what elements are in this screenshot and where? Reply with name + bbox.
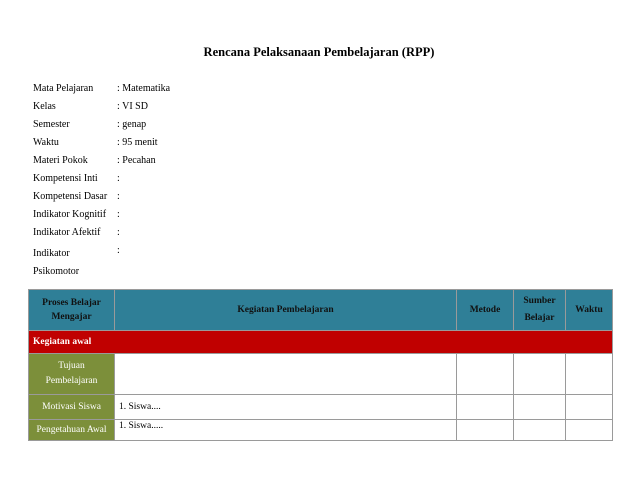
info-label: Semester	[33, 119, 70, 130]
info-label: Materi Pokok	[33, 155, 88, 166]
table-row	[29, 354, 613, 395]
info-label: Kelas	[33, 101, 56, 112]
info-value: : Matematika	[117, 83, 171, 94]
header-kegiatan: Kegiatan Pembelajaran	[115, 290, 457, 331]
rpp-table	[28, 289, 613, 441]
row-kegiatan: 1. Siswa....	[115, 395, 457, 420]
info-value: :	[117, 245, 120, 256]
info-value: : Pecahan	[117, 155, 156, 166]
section-row	[29, 331, 613, 354]
header-proses: Proses Belajar Mengajar	[29, 290, 115, 331]
info-row-mata-pelajaran	[33, 83, 170, 95]
info-row-kompetensi-dasar	[33, 191, 170, 203]
info-row-indikator-kognitif	[33, 209, 170, 221]
row-label: Tujuan Pembelajaran	[29, 354, 115, 395]
info-label: Kompetensi Dasar	[33, 191, 108, 202]
row-waktu	[566, 420, 613, 441]
info-label: Indikator Kognitif	[33, 209, 107, 220]
info-value: :	[117, 209, 120, 220]
info-block	[33, 83, 170, 287]
info-value: :	[117, 227, 120, 238]
row-sumber	[514, 420, 566, 441]
info-row-indikator-psikomotor	[33, 245, 170, 281]
info-row-semester	[33, 119, 170, 131]
row-label: Pengetahuan Awal	[29, 420, 115, 441]
document-title: Rencana Pelaksanaan Pembelajaran (RPP)	[203, 45, 435, 59]
header-sumber: Sumber Belajar	[514, 290, 566, 331]
info-row-waktu	[33, 137, 170, 149]
row-sumber	[514, 354, 566, 395]
row-waktu	[566, 354, 613, 395]
row-kegiatan	[115, 354, 457, 395]
header-waktu: Waktu	[566, 290, 613, 331]
info-label: Waktu	[33, 137, 59, 148]
info-label: Indikator Afektif	[33, 227, 101, 238]
row-sumber	[514, 395, 566, 420]
row-metode	[457, 420, 514, 441]
row-metode	[457, 395, 514, 420]
table-row	[29, 420, 613, 441]
info-value: : VI SD	[117, 101, 148, 112]
section-title: Kegiatan awal	[29, 331, 613, 354]
row-waktu	[566, 395, 613, 420]
info-row-materi-pokok	[33, 155, 170, 167]
table-header-row	[29, 290, 613, 331]
info-value: : 95 menit	[117, 137, 158, 148]
info-value: : genap	[117, 119, 147, 130]
info-label: Indikator Psikomotor	[33, 248, 80, 277]
info-value: :	[117, 191, 120, 202]
info-row-kelas	[33, 101, 170, 113]
row-label: Motivasi Siswa	[29, 395, 115, 420]
info-label: Mata Pelajaran	[33, 83, 94, 94]
row-metode	[457, 354, 514, 395]
table-row	[29, 395, 613, 420]
row-kegiatan: 1. Siswa.....	[115, 420, 457, 441]
header-metode: Metode	[457, 290, 514, 331]
info-label: Kompetensi Inti	[33, 173, 98, 184]
info-row-indikator-afektif	[33, 227, 170, 239]
info-row-kompetensi-inti	[33, 173, 170, 185]
info-value: :	[117, 173, 120, 184]
